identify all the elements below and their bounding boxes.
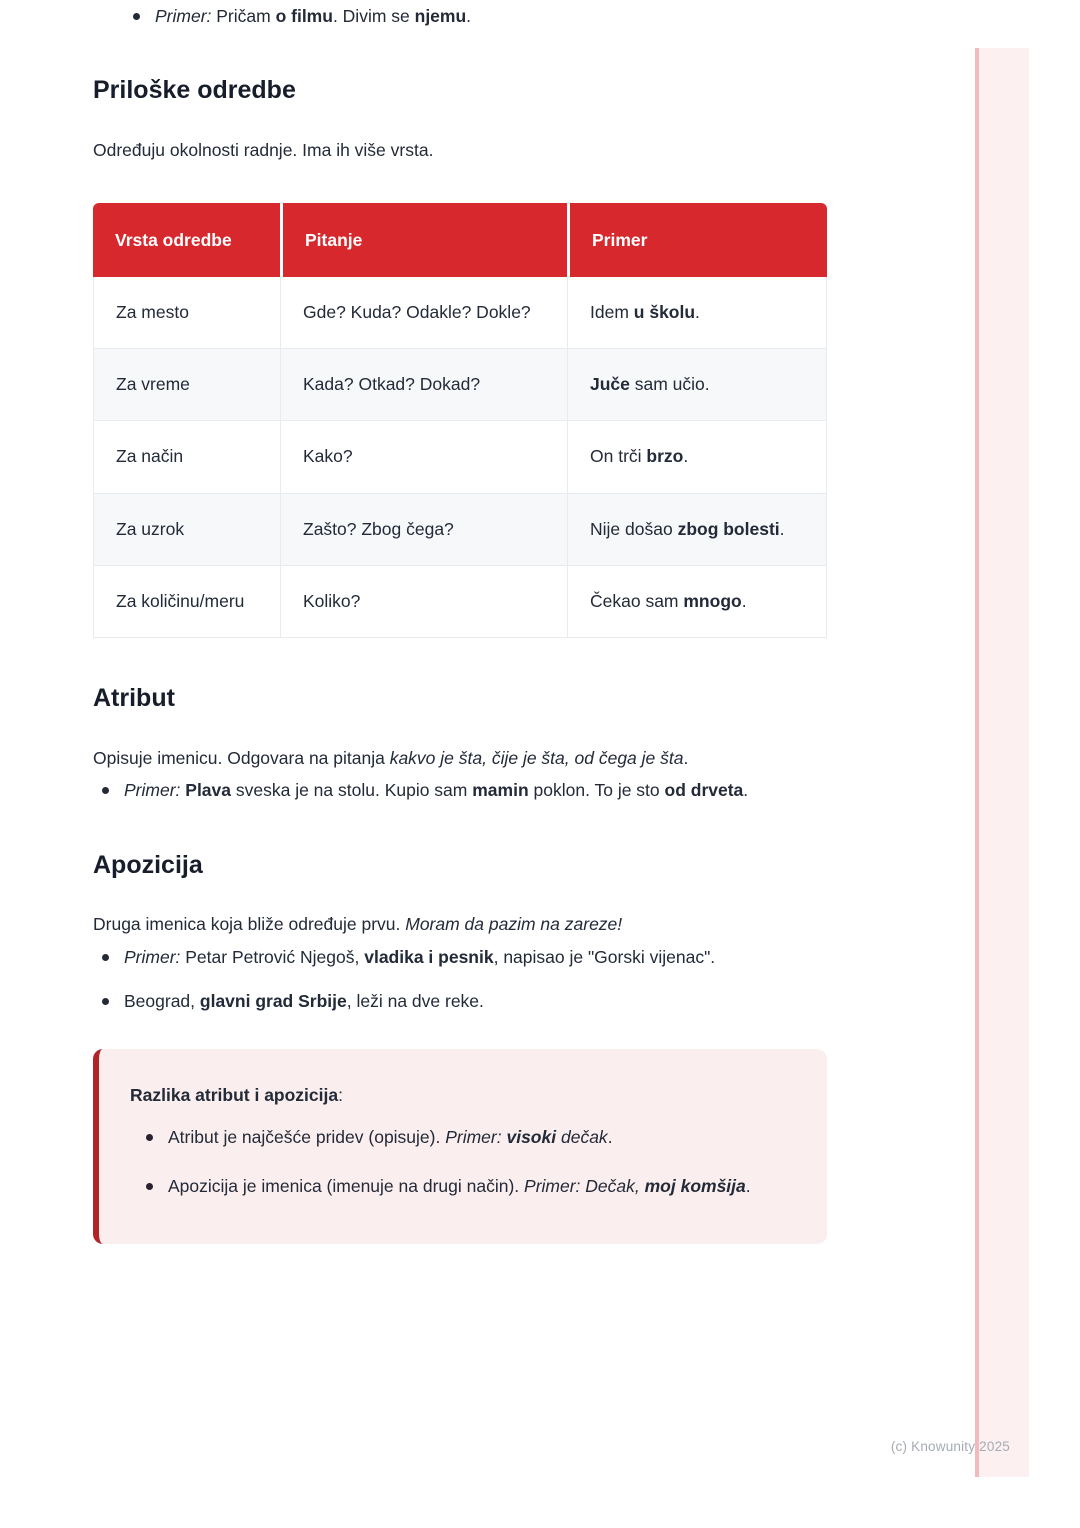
table-cell: Nije došao zbog bolesti.	[567, 494, 827, 566]
list-item	[102, 985, 827, 1017]
list-item	[130, 1170, 791, 1202]
bullet-icon	[146, 1183, 153, 1190]
section-intro-paragraph: Druga imenica koja bliže određuje prvu. Moram da pazim na zareze!	[93, 914, 623, 935]
list-item	[93, 0, 827, 32]
list-item-text: Atribut je najčešće pridev (opisuje). Primer: visoki dečak.	[168, 1127, 613, 1148]
copyright-note: (c) Knowunity 2025	[890, 1439, 1010, 1454]
table-cell: Za uzrok	[93, 494, 280, 566]
document-content	[93, 0, 827, 1244]
adverbials-table	[93, 203, 827, 639]
table-cell: Za mesto	[93, 277, 280, 349]
callout-box	[93, 1049, 827, 1244]
table-cell: Koliko?	[280, 566, 567, 638]
intro-bullet-list	[93, 0, 827, 32]
section-intro-paragraph: Određuju okolnosti radnje. Ima ih više vrsta.	[93, 140, 434, 161]
list-item-text: Apozicija je imenica (imenuje na drugi način). Primer: Dečak, moj komšija.	[168, 1175, 751, 1196]
list-item	[102, 941, 827, 973]
table-row	[93, 421, 827, 493]
atribut-bullet-list	[93, 774, 827, 806]
table-header-row	[93, 203, 827, 277]
table-header-cell: Primer	[567, 203, 827, 277]
section-intro-paragraph: Opisuje imenicu. Odgovara na pitanja kakvo je šta, čije je šta, od čega je šta.	[93, 747, 689, 768]
table-cell: Kako?	[280, 421, 567, 493]
list-item-text: Beograd, glavni grad Srbije, leži na dve reke.	[124, 991, 484, 1011]
list-item	[130, 1121, 791, 1153]
bullet-icon	[102, 954, 109, 961]
table-row	[93, 494, 827, 566]
bullet-icon	[102, 998, 109, 1005]
section-heading-apozicija: Apozicija	[93, 850, 203, 879]
table-cell: Gde? Kuda? Odakle? Dokle?	[280, 277, 567, 349]
bullet-icon	[146, 1134, 153, 1141]
table-cell: Za vreme	[93, 349, 280, 421]
table-header-cell: Vrsta odredbe	[93, 203, 280, 277]
table-row	[93, 349, 827, 421]
callout-title: Razlika atribut i apozicija:	[130, 1085, 343, 1106]
table-cell: Čekao sam mnogo.	[567, 566, 827, 638]
table-cell: On trči brzo.	[567, 421, 827, 493]
table-cell: Za količinu/meru	[93, 566, 280, 638]
table-cell: Idem u školu.	[567, 277, 827, 349]
table-cell: Za način	[93, 421, 280, 493]
bullet-icon	[102, 787, 109, 794]
apozicija-bullet-list	[93, 941, 827, 1018]
table-cell: Kada? Otkad? Dokad?	[280, 349, 567, 421]
table-cell: Zašto? Zbog čega?	[280, 494, 567, 566]
list-item-text: Primer: Petar Petrović Njegoš, vladika i pesnik, napisao je "Gorski vijenac".	[124, 946, 716, 967]
table-cell: Juče sam učio.	[567, 349, 827, 421]
section-heading-atribut: Atribut	[93, 684, 175, 712]
bullet-icon	[133, 13, 140, 20]
list-item-text: Primer: Plava sveska je na stolu. Kupio sam mamin poklon. To je sto od drveta.	[124, 780, 749, 801]
page-edge-strip	[975, 48, 1029, 1477]
list-item-text: Primer: Pričam o filmu. Divim se njemu.	[155, 6, 472, 26]
list-item	[102, 774, 827, 806]
table-header-cell: Pitanje	[280, 203, 567, 277]
table-row	[93, 277, 827, 349]
section-heading-priloske-odredbe: Priloške odredbe	[93, 76, 296, 105]
table-row	[93, 566, 827, 638]
callout-bullet-list	[130, 1121, 791, 1202]
